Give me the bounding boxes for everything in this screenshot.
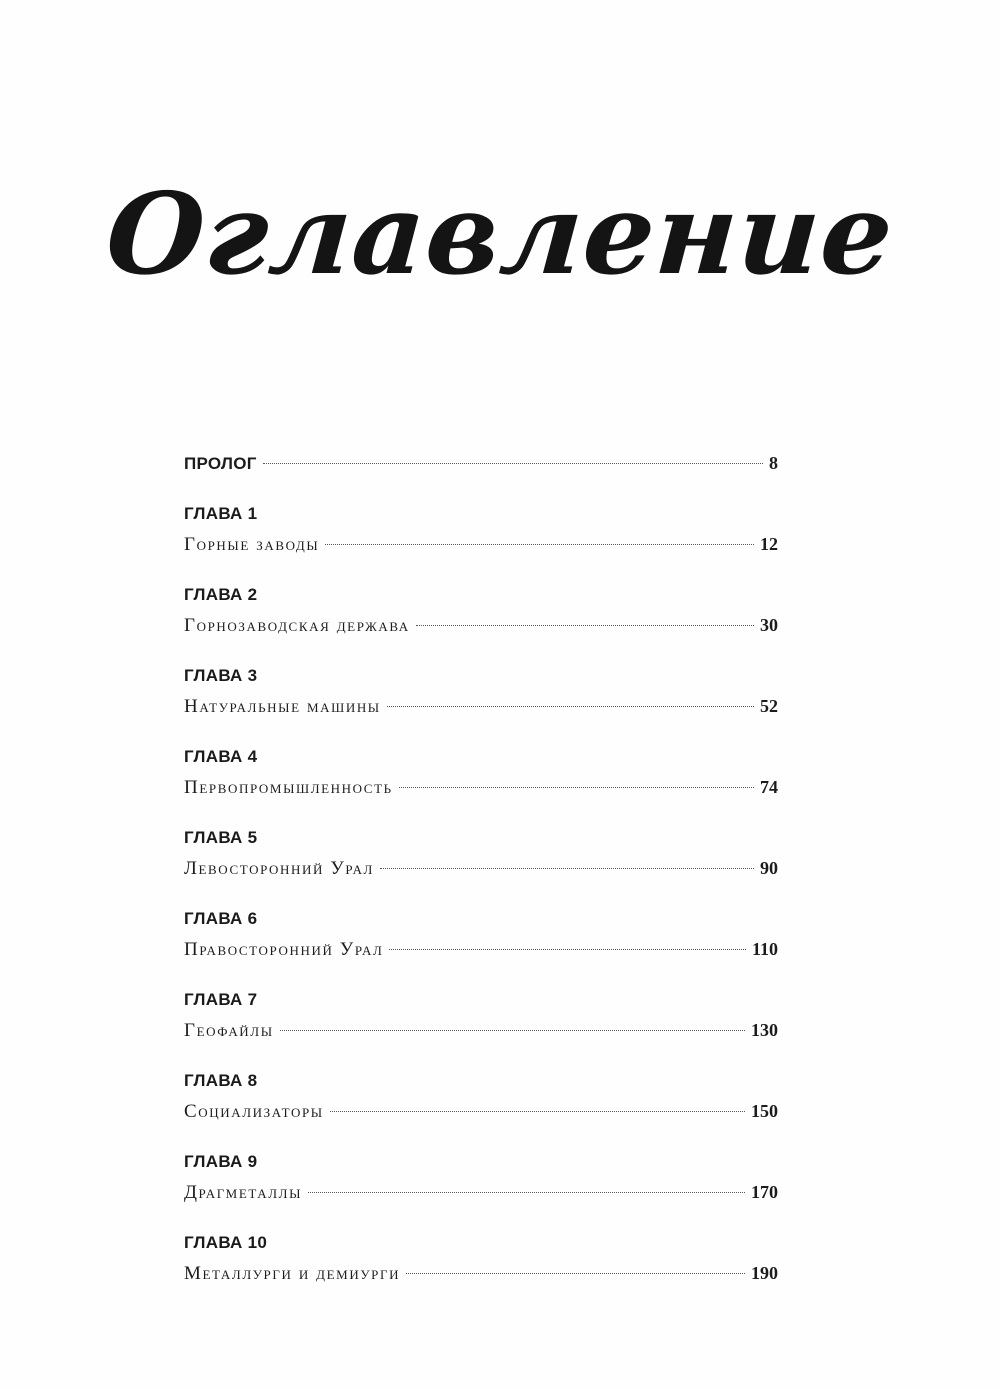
- chapter-label: ГЛАВА 7: [184, 990, 258, 1009]
- dot-leader: [387, 706, 754, 707]
- chapter-label: ГЛАВА 3: [184, 666, 258, 685]
- chapter-list: [184, 499, 778, 1295]
- chapter-label: ГЛАВА 6: [184, 909, 258, 928]
- chapter-page-number: 12: [760, 534, 778, 554]
- chapter-row[interactable]: [184, 1258, 778, 1295]
- chapter-label: ГЛАВА 5: [184, 828, 258, 847]
- chapter-title: Левосторонний Урал: [184, 858, 374, 879]
- dot-leader: [406, 1273, 745, 1274]
- dot-leader: [399, 787, 754, 788]
- dot-leader: [263, 463, 763, 464]
- chapter-title: Социализаторы: [184, 1101, 324, 1122]
- chapter-page-number: 190: [751, 1263, 778, 1283]
- toc-entry-chapter-9[interactable]: [184, 1147, 778, 1214]
- table-of-contents: [184, 448, 778, 1295]
- dot-leader: [308, 1192, 745, 1193]
- chapter-page-number: 30: [760, 615, 778, 635]
- toc-entry-chapter-2[interactable]: [184, 580, 778, 647]
- toc-entry-chapter-6[interactable]: [184, 904, 778, 971]
- prologue-label: ПРОЛОГ: [184, 454, 257, 473]
- chapter-row[interactable]: [184, 934, 778, 971]
- chapter-row[interactable]: [184, 1177, 778, 1214]
- chapter-label: ГЛАВА 2: [184, 585, 258, 604]
- toc-entry-chapter-1[interactable]: [184, 499, 778, 566]
- dot-leader: [330, 1111, 745, 1112]
- toc-entry-prologue[interactable]: [184, 448, 778, 485]
- toc-entry-chapter-7[interactable]: [184, 985, 778, 1052]
- chapter-row[interactable]: [184, 772, 778, 809]
- chapter-page-number: 150: [751, 1101, 778, 1121]
- chapter-page-number: 130: [751, 1020, 778, 1040]
- chapter-label: ГЛАВА 8: [184, 1071, 258, 1090]
- page-title: Оглавление: [102, 169, 898, 300]
- toc-entry-chapter-8[interactable]: [184, 1066, 778, 1133]
- chapter-row[interactable]: [184, 1096, 778, 1133]
- chapter-page-number: 74: [760, 777, 778, 797]
- chapter-title: Первопромышленность: [184, 777, 393, 798]
- dot-leader: [280, 1030, 745, 1031]
- chapter-page-number: 52: [760, 696, 778, 716]
- chapter-label: ГЛАВА 10: [184, 1233, 268, 1252]
- chapter-title: Горные заводы: [184, 534, 320, 555]
- chapter-title: Драгметаллы: [184, 1182, 303, 1203]
- toc-entry-chapter-3[interactable]: [184, 661, 778, 728]
- chapter-title: Геофайлы: [184, 1020, 274, 1041]
- chapter-title: Металлурги и демиурги: [184, 1263, 401, 1284]
- chapter-title: Натуральные машины: [184, 696, 381, 717]
- dot-leader: [325, 544, 754, 545]
- chapter-row[interactable]: [184, 610, 778, 647]
- chapter-row[interactable]: [184, 529, 778, 566]
- dot-leader: [389, 949, 746, 950]
- chapter-label: ГЛАВА 9: [184, 1152, 258, 1171]
- prologue-page-number: 8: [769, 453, 778, 473]
- chapter-label: ГЛАВА 4: [184, 747, 258, 766]
- chapter-page-number: 110: [751, 939, 778, 959]
- chapter-title: Правосторонний Урал: [184, 939, 384, 960]
- dot-leader: [380, 868, 754, 869]
- chapter-page-number: 170: [751, 1182, 778, 1202]
- toc-entry-chapter-10[interactable]: [184, 1228, 778, 1295]
- toc-entry-chapter-4[interactable]: [184, 742, 778, 809]
- chapter-row[interactable]: [184, 691, 778, 728]
- chapter-row[interactable]: [184, 853, 778, 890]
- chapter-title: Горнозаводская держава: [184, 615, 410, 636]
- chapter-label: ГЛАВА 1: [184, 504, 258, 523]
- chapter-page-number: 90: [760, 858, 778, 878]
- chapter-row[interactable]: [184, 1015, 778, 1052]
- toc-entry-chapter-5[interactable]: [184, 823, 778, 890]
- dot-leader: [416, 625, 754, 626]
